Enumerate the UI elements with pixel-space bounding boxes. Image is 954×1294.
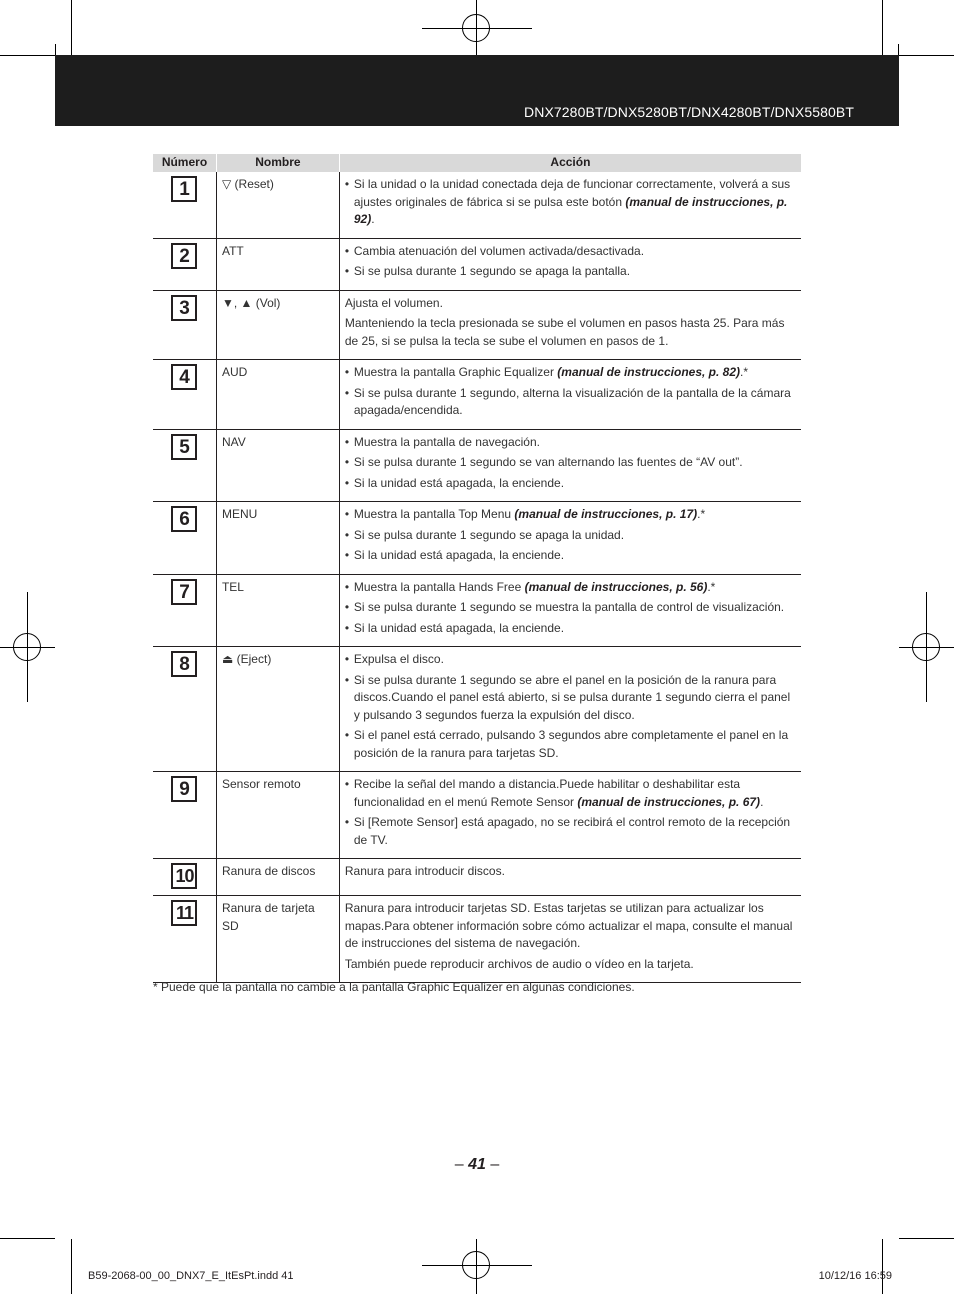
row-number-cell xyxy=(153,772,216,859)
action-cell xyxy=(339,896,801,983)
callout-number-badge: 2 xyxy=(171,243,197,269)
callout-number-badge: 10 xyxy=(171,863,197,889)
action-text: Si se pulsa durante 1 segundo se abre el panel en la posición de la ranura para discos.Cuando el panel está abierto, si se pulsa durante 1 segundo cierra el panel y pulsando 3 segundos fuerza la expulsión del disco. xyxy=(353,672,791,722)
action-text: Si el panel está cerrado, pulsando 3 segundos abre completamente el panel en la posición de la ranura para tarjetas SD. xyxy=(353,728,789,760)
registration-mark xyxy=(13,633,41,661)
action-item xyxy=(345,599,796,617)
table-row xyxy=(153,429,801,502)
action-text: Si la unidad está apagada, la enciende. xyxy=(353,475,565,490)
action-item xyxy=(345,776,796,811)
action-cell xyxy=(339,859,801,896)
action-cell xyxy=(339,574,801,647)
action-item xyxy=(345,506,796,524)
action-item xyxy=(345,651,796,669)
button-name: Ranura de discos xyxy=(216,859,339,896)
action-text: Si la unidad está apagada, la enciende. xyxy=(353,620,565,635)
table-row xyxy=(153,238,801,290)
button-name: ⏏ (Eject) xyxy=(216,647,339,772)
action-text: Muestra la pantalla Graphic Equalizer xyxy=(353,365,558,379)
row-number-cell xyxy=(153,859,216,896)
action-paragraph: También puede reproducir archivos de audio o vídeo en la tarjeta. xyxy=(344,956,694,971)
table-row xyxy=(153,290,801,360)
action-item xyxy=(345,620,796,638)
table-row xyxy=(153,502,801,575)
registration-mark xyxy=(912,633,940,661)
action-text: Si se pulsa durante 1 segundo se van alternando las fuentes de “AV out”. xyxy=(353,455,743,469)
action-item xyxy=(345,727,796,762)
row-number-cell xyxy=(153,647,216,772)
action-suffix: .* xyxy=(697,507,706,521)
action-text: Si la unidad o la unidad conectada deja de funcionar correctamente, volverá a sus ajustes originales de fábrica si se pulsa este botón xyxy=(353,177,791,209)
table-row xyxy=(153,360,801,430)
crop-mark xyxy=(71,1239,72,1294)
footnote: * Puede que la pantalla no cambie a la pantalla Graphic Equalizer en algunas condiciones. xyxy=(153,980,635,994)
callout-number-badge: 7 xyxy=(171,579,197,605)
column-header-number: Número xyxy=(153,154,216,172)
action-cell xyxy=(339,238,801,290)
action-text: Expulsa el disco. xyxy=(353,652,444,666)
callout-number-badge: 3 xyxy=(171,295,197,321)
table-header-row xyxy=(153,154,801,172)
callout-number-badge: 6 xyxy=(171,506,197,532)
action-paragraph: Ranura para introducir discos. xyxy=(344,864,505,878)
row-number-cell xyxy=(153,429,216,502)
row-number-cell xyxy=(153,172,216,238)
action-text: Si [Remote Sensor] está apagado, no se recibirá el control remoto de la recepción de TV. xyxy=(353,815,791,847)
registration-mark xyxy=(462,14,490,42)
action-cell xyxy=(339,772,801,859)
action-item xyxy=(345,814,796,849)
page-number xyxy=(0,1156,954,1174)
action-cell xyxy=(339,290,801,360)
manual-reference: (manual de instrucciones, p. 56) xyxy=(524,579,708,594)
action-text: Cambia atenuación del volumen activada/desactivada. xyxy=(353,243,645,258)
table-row xyxy=(153,647,801,772)
action-item xyxy=(345,243,796,261)
action-list xyxy=(345,506,796,565)
action-cell xyxy=(339,429,801,502)
callout-number-badge: 4 xyxy=(171,364,197,390)
action-list xyxy=(345,776,796,849)
action-item xyxy=(345,579,796,597)
button-reference-table xyxy=(153,154,801,983)
action-text: Si la unidad está apagada, la enciende. xyxy=(353,548,565,562)
crop-mark xyxy=(0,55,55,56)
button-name: ▽ (Reset) xyxy=(216,172,339,238)
registration-mark xyxy=(462,1251,490,1279)
row-number-cell xyxy=(153,290,216,360)
action-paragraph: Manteniendo la tecla presionada se sube el volumen en pasos hasta 25. Para más de 25, si se pulsa la tecla se sube el volumen en pasos de 1. xyxy=(344,316,785,348)
action-text: Si se pulsa durante 1 segundo se apaga la unidad. xyxy=(353,527,625,542)
crop-mark xyxy=(71,0,72,55)
action-item xyxy=(345,263,796,281)
action-list xyxy=(345,243,796,281)
action-paragraph: Ranura para introducir tarjetas SD. Estas tarjetas se utilizan para actualizar los mapas.Para obtener información sobre cómo actualizar el mapa, consulte el manual de instrucciones del sistema de navegación. xyxy=(344,901,793,950)
action-text: Muestra la pantalla de navegación. xyxy=(353,434,540,449)
callout-number-badge: 11 xyxy=(171,900,197,926)
action-text: Muestra la pantalla Hands Free xyxy=(353,579,525,594)
table-row xyxy=(153,172,801,238)
slug-filename: B59-2068-00_00_DNX7_E_ItEsPt.indd 41 xyxy=(88,1270,294,1282)
action-item xyxy=(345,434,796,452)
callout-number-badge: 8 xyxy=(171,651,197,677)
manual-reference: (manual de instrucciones, p. 82) xyxy=(557,365,741,379)
model-title: DNX7280BT/DNX5280BT/DNX4280BT/DNX5580BT xyxy=(524,104,854,120)
page-number-value: 41 xyxy=(468,1156,486,1173)
action-list xyxy=(345,176,796,229)
crop-mark xyxy=(882,1239,883,1294)
action-cell xyxy=(339,360,801,430)
action-cell xyxy=(339,172,801,238)
action-list xyxy=(345,364,796,420)
action-cell xyxy=(339,647,801,772)
table-row xyxy=(153,772,801,859)
action-list xyxy=(345,434,796,493)
button-name: NAV xyxy=(216,429,339,502)
manual-reference: (manual de instrucciones, p. 67) xyxy=(577,794,761,809)
action-item xyxy=(345,527,796,545)
button-name: ATT xyxy=(216,238,339,290)
column-header-name: Nombre xyxy=(216,154,339,172)
row-number-cell xyxy=(153,574,216,647)
row-number-cell xyxy=(153,360,216,430)
crop-mark xyxy=(882,0,883,55)
page-dash: – xyxy=(454,1156,464,1173)
action-item xyxy=(345,454,796,472)
crop-mark xyxy=(899,55,954,56)
button-name: Sensor remoto xyxy=(216,772,339,859)
table-body xyxy=(153,172,801,983)
slug-datetime: 10/12/16 16:59 xyxy=(818,1270,892,1282)
button-name: Ranura de tarjeta SD xyxy=(216,896,339,983)
action-suffix: . xyxy=(371,212,375,226)
page-dash: – xyxy=(490,1156,500,1173)
manual-reference: (manual de instrucciones, p. 92) xyxy=(353,194,788,226)
button-name: ▼, ▲ (Vol) xyxy=(216,290,339,360)
table-row xyxy=(153,859,801,896)
action-list xyxy=(345,579,796,638)
action-list xyxy=(345,651,796,762)
button-name: MENU xyxy=(216,502,339,575)
callout-number-badge: 5 xyxy=(171,434,197,460)
action-text: Si se pulsa durante 1 segundo se apaga la pantalla. xyxy=(353,264,631,278)
row-number-cell xyxy=(153,238,216,290)
callout-number-badge: 1 xyxy=(171,176,197,202)
row-number-cell xyxy=(153,502,216,575)
table-row xyxy=(153,896,801,983)
button-name: AUD xyxy=(216,360,339,430)
action-item xyxy=(345,176,796,229)
action-text: Si se pulsa durante 1 segundo se muestra la pantalla de control de visualización. xyxy=(353,600,785,614)
action-item xyxy=(345,672,796,725)
row-number-cell xyxy=(153,896,216,983)
action-text: Si se pulsa durante 1 segundo, alterna la visualización de la pantalla de la cámara apagada/encendida. xyxy=(353,385,791,417)
crop-mark xyxy=(899,1238,954,1239)
action-text: Muestra la pantalla Top Menu xyxy=(353,507,515,521)
callout-number-badge: 9 xyxy=(171,776,197,802)
action-item xyxy=(345,364,796,382)
header-bar xyxy=(55,55,899,126)
action-suffix: .* xyxy=(707,579,716,594)
button-name: TEL xyxy=(216,574,339,647)
action-suffix: .* xyxy=(740,365,749,379)
table-row xyxy=(153,574,801,647)
action-suffix: . xyxy=(760,794,764,809)
action-paragraph: Ajusta el volumen. xyxy=(344,295,443,310)
action-cell xyxy=(339,502,801,575)
manual-reference: (manual de instrucciones, p. 17) xyxy=(514,507,698,521)
crop-mark xyxy=(0,1238,55,1239)
action-item xyxy=(345,385,796,420)
action-item xyxy=(345,475,796,493)
action-text: Recibe la señal del mando a distancia.Puede habilitar o deshabilitar esta funcionalidad en el menú Remote Sensor xyxy=(353,777,741,809)
column-header-action: Acción xyxy=(339,154,801,172)
action-item xyxy=(345,547,796,565)
